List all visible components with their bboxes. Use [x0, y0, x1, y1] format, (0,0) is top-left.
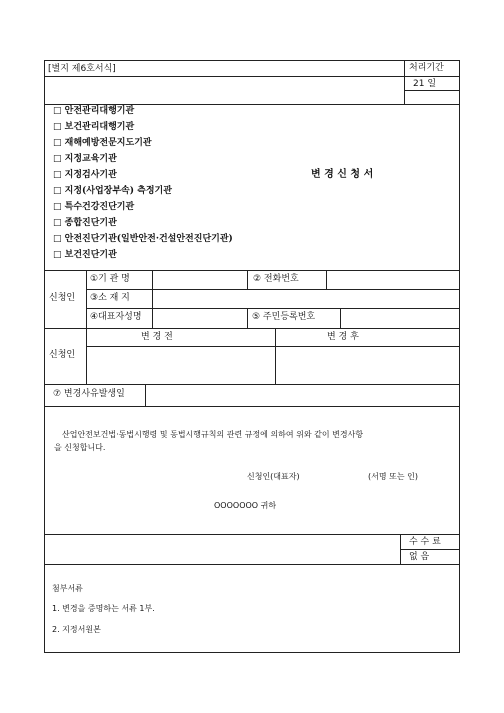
applicant-top-line — [44, 270, 460, 271]
change-date-label: ⑦ 변경사유발생일 — [53, 389, 125, 399]
header-divider — [44, 76, 460, 77]
resident-right-divider — [340, 308, 341, 328]
applicant-side-divider — [86, 270, 87, 328]
attachment-item: 2. 지정서원본 — [52, 625, 101, 634]
before-change-label: 변 경 전 — [141, 332, 173, 342]
header-bottom-line — [44, 104, 460, 105]
phone-left-divider — [247, 270, 248, 289]
applicant-bottom-line — [44, 328, 460, 329]
agency-type-inspection[interactable]: □ 지정검사기관 — [53, 170, 117, 180]
agency-type-education[interactable]: □ 지정교육기관 — [53, 154, 117, 164]
fee-label: 수 수 료 — [409, 537, 441, 547]
signature-label: (서명 또는 인) — [368, 472, 418, 481]
statement-line-2: 을 신청합니다. — [54, 443, 106, 452]
agency-name-label: ①기 관 명 — [90, 274, 130, 284]
phone-right-divider — [326, 270, 327, 289]
fee-middle-line — [400, 549, 460, 550]
form-title: 변 경 신 청 서 — [311, 169, 374, 180]
change-side-divider — [86, 328, 87, 384]
applicant-representative-label: 신청인(대표자) — [247, 472, 300, 481]
attachment-item: 1. 변경을 증명하는 서류 1부. — [52, 604, 155, 613]
resident-number-label: ⑤ 주민등록번호 — [252, 312, 316, 322]
agency-type-disaster-prevention[interactable]: □ 재해예방전문지도기관 — [53, 138, 152, 148]
change-date-bottom-line — [44, 406, 460, 407]
processing-period-value: 21 일 — [413, 79, 437, 89]
change-middle-divider — [275, 328, 276, 384]
agency-type-safety-diagnosis[interactable]: □ 안전진단기관(일반안전·건설안전진단기관) — [53, 234, 233, 244]
change-date-divider — [145, 384, 146, 406]
change-bottom-line — [44, 384, 460, 385]
processing-divider — [404, 90, 460, 91]
statement-line-1: 산업안전보건법·동법시행령 및 동법시행규칙의 관련 규정에 의하여 위와 같이 변경사항 — [62, 430, 364, 439]
agency-type-comprehensive[interactable]: □ 종합진단기관 — [53, 218, 117, 228]
phone-label: ② 전화번호 — [253, 274, 299, 284]
applicant-row1-line — [86, 289, 460, 290]
applicant-label-divider — [152, 270, 153, 328]
recipient: OOOOOOO 귀하 — [214, 501, 277, 510]
address-label: ③소 재 지 — [90, 293, 130, 303]
agency-type-safety-management[interactable]: □ 안전관리대행기관 — [53, 106, 135, 116]
resident-left-divider — [247, 308, 248, 328]
applicant-side-label: 신청인 — [49, 293, 76, 303]
agency-type-special-health[interactable]: □ 특수건강진단기관 — [53, 202, 135, 212]
fee-value: 없 음 — [409, 552, 430, 562]
form-number: [별지 제6호서식] — [48, 64, 116, 74]
processing-box-left — [404, 60, 405, 104]
change-side-label: 신청인 — [49, 350, 76, 360]
applicant-row2-line — [86, 308, 460, 309]
change-header-line — [86, 346, 460, 347]
representative-label: ④대표자성명 — [90, 312, 142, 322]
fee-top-line — [44, 534, 460, 535]
attachments-title: 첨부서류 — [52, 584, 83, 593]
after-change-label: 변 경 후 — [327, 332, 359, 342]
agency-type-health-management[interactable]: □ 보건관리대행기관 — [53, 122, 135, 132]
fee-box-left — [400, 534, 401, 564]
agency-type-health-diagnosis[interactable]: □ 보건진단기관 — [53, 250, 117, 260]
agency-type-measurement[interactable]: □ 지정(사업장부속) 측정기관 — [53, 186, 172, 196]
fee-bottom-line — [44, 564, 460, 565]
processing-period-label: 처리기간 — [409, 63, 444, 73]
